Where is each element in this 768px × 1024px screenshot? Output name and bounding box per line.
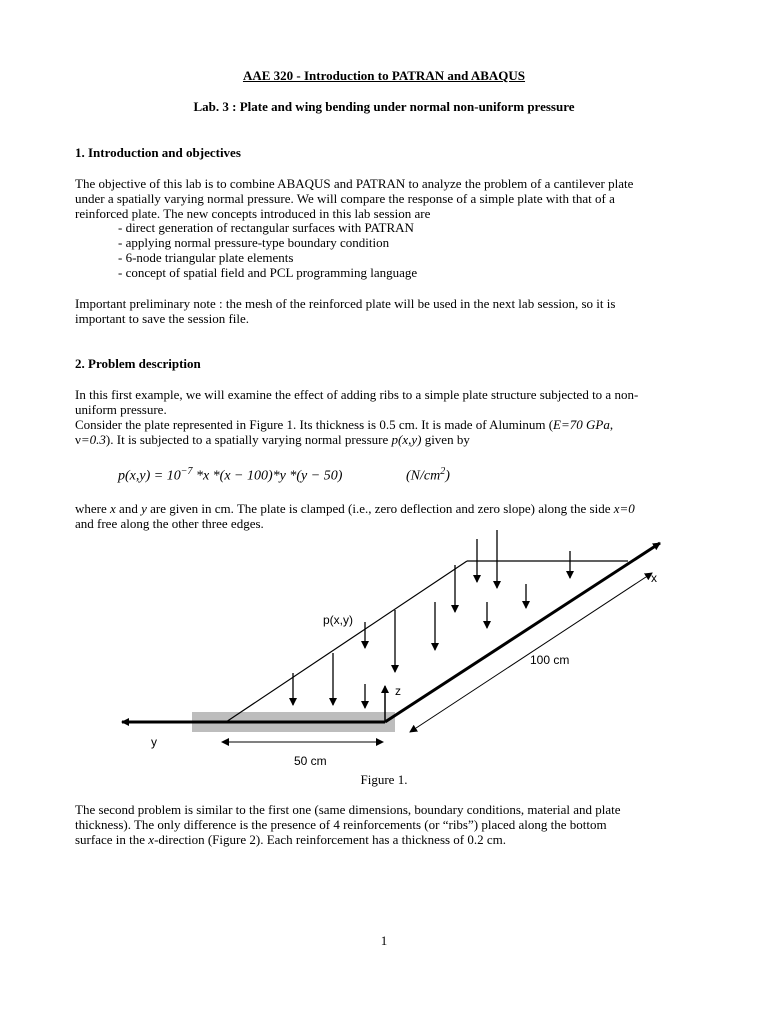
label-x-axis: x	[651, 571, 657, 585]
problem-line-2: uniform pressure.	[75, 402, 167, 417]
document-title: AAE 320 - Introduction to PATRAN and ABAQUS	[242, 68, 526, 83]
plate-edge-far	[226, 561, 467, 722]
bullet-item: - applying normal pressure-type boundary condition	[118, 235, 390, 250]
second-problem-line-2: thickness). The only difference is the presence of 4 reinforcements (or “ribs”) placed along the bottom	[75, 817, 607, 832]
label-z-axis: z	[395, 684, 401, 698]
bullet-item: - concept of spatial field and PCL programming language	[118, 265, 418, 280]
label-50cm: 50 cm	[294, 754, 327, 768]
pressure-units: $(N/cm^2)$	[406, 466, 450, 484]
label-100cm: 100 cm	[530, 653, 570, 667]
bullet-item: - 6-node triangular plate elements	[118, 250, 294, 265]
bullet-item: - direct generation of rectangular surfaces with PATRAN	[118, 220, 414, 235]
plate-description-line-1: Consider the plate represented in Figure 1. Its thickness is 0.5 cm. It is made of Aluminum (E=70 GPa,	[75, 417, 614, 432]
plate-description-line-2: ν=0.3). It is subjected to a spatially varying normal pressure p(x,y) given by	[75, 432, 470, 447]
section1-heading: 1. Introduction and objectives	[75, 145, 241, 160]
coords-line-1: where x and y are given in cm. The plate is clamped (i.e., zero deflection and zero slope) along the side x=0	[75, 501, 635, 516]
intro-line-2: under a spatially varying normal pressure. We will compare the response of a simple plate with that of a	[75, 191, 615, 206]
note-line-1: Important preliminary note : the mesh of the reinforced plate will be used in the next lab session, so it is	[75, 296, 616, 311]
label-y-axis: y	[151, 735, 157, 749]
label-pressure: p(x,y)	[323, 613, 353, 627]
second-problem-line-3: surface in the x-direction (Figure 2). Each reinforcement has a thickness of 0.2 cm.	[75, 832, 507, 847]
lab-subtitle: Lab. 3 : Plate and wing bending under normal non-uniform pressure	[193, 99, 575, 114]
section2-heading: 2. Problem description	[75, 356, 201, 371]
figure-caption: Figure 1.	[360, 772, 408, 787]
x-axis	[385, 543, 660, 722]
second-problem-line-1: The second problem is similar to the first one (same dimensions, boundary conditions, material and plate	[75, 802, 621, 817]
problem-line-1: In this first example, we will examine the effect of adding ribs to a simple plate structure subjected to a non-	[75, 387, 639, 402]
intro-line-3: reinforced plate. The new concepts introduced in this lab session are	[75, 206, 431, 221]
intro-line-1: The objective of this lab is to combine ABAQUS and PATRAN to analyze the problem of a cantilever plate	[75, 176, 634, 191]
page-number: 1	[380, 933, 388, 948]
figure-1-diagram	[0, 525, 768, 770]
note-line-2: important to save the session file.	[75, 311, 250, 326]
pressure-equation: $p(x,y) = 10^{-7}$ *x *(x − 100)*y *(y − 50)	[118, 466, 343, 484]
coords-line-2: and free along the other three edges.	[75, 516, 264, 531]
